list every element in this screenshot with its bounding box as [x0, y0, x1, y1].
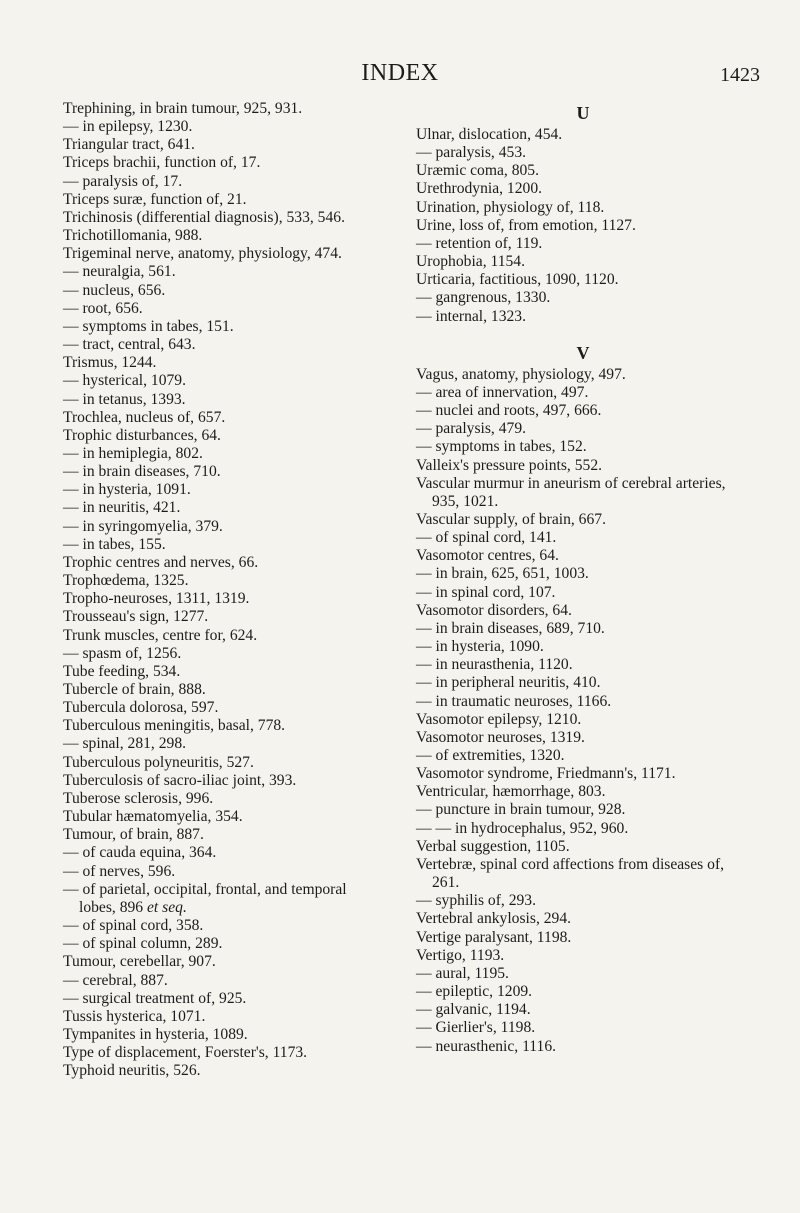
index-entry: [416, 801, 750, 819]
index-entry-text: — in syringomyelia, 379.: [63, 517, 223, 535]
index-entry-text: — neuralgia, 561.: [63, 263, 176, 281]
index-entry-text: — of spinal cord, 358.: [63, 917, 204, 935]
index-entry-text: Tubercle of brain, 888.: [63, 681, 206, 698]
index-entry-text: Vertigo, 1193.: [416, 946, 505, 964]
index-entry-text: Type of displacement, Foerster's, 1173.: [63, 1044, 308, 1062]
index-entry-text: — of parietal, occipital, frontal, and temporal lobes, 896: [63, 880, 347, 916]
index-entry: [416, 929, 750, 947]
index-entry-text: Ulnar, dislocation, 454.: [416, 126, 563, 143]
index-entry: [63, 518, 387, 536]
index-entry: [416, 565, 750, 583]
index-entry-text: — in brain, 625, 651, 1003.: [416, 565, 589, 583]
index-entry: [63, 972, 387, 990]
index-entry-text: — hysterical, 1079.: [63, 372, 186, 390]
index-entry: [416, 638, 750, 656]
index-entry: [416, 217, 750, 235]
index-entry-text: Trichinosis (differential diagnosis), 533, 546.: [63, 208, 345, 226]
index-title: INDEX: [361, 60, 439, 86]
index-entry-text: — in traumatic neuroses, 1166.: [416, 692, 612, 710]
index-entry-text: — symptoms in tabes, 152.: [416, 438, 587, 456]
index-entry-text: — galvanic, 1194.: [416, 1001, 531, 1019]
index-entry-text: — of cauda equina, 364.: [63, 844, 217, 862]
index-entry: [63, 772, 387, 790]
index-entry-text: — in hysteria, 1090.: [416, 638, 544, 656]
index-entry-text: Vasomotor epilepsy, 1210.: [416, 710, 582, 728]
index-entry: [416, 947, 750, 965]
index-entry-text: Urophobia, 1154.: [416, 253, 525, 271]
index-entry-text: Trousseau's sign, 1277.: [63, 608, 209, 626]
index-entry-text: — of spinal cord, 141.: [416, 529, 557, 547]
index-entry-italic: et seq.: [143, 898, 187, 916]
index-entry: [416, 983, 750, 1001]
index-entry: [63, 590, 387, 608]
index-entry: [416, 711, 750, 729]
index-entry: [63, 499, 387, 517]
index-entry-text: — surgical treatment of, 925.: [63, 989, 247, 1007]
index-entry: [416, 1019, 750, 1037]
index-entry-text: Trephining, in brain tumour, 925, 931.: [63, 100, 303, 117]
index-entry: [416, 965, 750, 983]
index-entry: [416, 511, 750, 529]
index-entry-text: Uræmic coma, 805.: [416, 162, 539, 180]
index-entry: [416, 892, 750, 910]
index-entry: [416, 438, 750, 456]
index-entry-text: — nucleus, 656.: [63, 281, 166, 299]
index-entry-text: Vertige paralysant, 1198.: [416, 928, 572, 946]
index-entry-text: Tuberculosis of sacro-iliac joint, 393.: [63, 771, 297, 789]
index-entry-text: — in neuritis, 421.: [63, 499, 181, 517]
index-entry-text: — in brain diseases, 689, 710.: [416, 619, 605, 637]
letter-heading-u: U: [576, 103, 590, 123]
index-entry-text: Tubercula dolorosa, 597.: [63, 699, 219, 717]
u-entries: [416, 126, 750, 326]
index-entry-text: Vascular supply, of brain, 667.: [416, 510, 606, 528]
index-entry: [416, 1038, 750, 1056]
index-entry-text: Trigeminal nerve, anatomy, physiology, 474.: [63, 245, 342, 263]
index-entry-text: — cerebral, 887.: [63, 971, 168, 989]
index-entry: [63, 536, 387, 554]
index-entry-text: — paralysis, 479.: [416, 420, 527, 438]
index-entry-text: Verbal suggestion, 1105.: [416, 837, 570, 855]
index-entry: [63, 735, 387, 753]
index-entry: [63, 318, 387, 336]
index-entry-text: Tumour, of brain, 887.: [63, 826, 204, 844]
index-entry: [63, 354, 387, 372]
index-entry-text: Vascular murmur in aneurism of cerebral arteries, 935, 1021.: [416, 474, 726, 510]
index-entry-text: — spinal, 281, 298.: [63, 735, 187, 753]
index-entry-text: — paralysis of, 17.: [63, 172, 183, 190]
index-entry: [416, 366, 750, 384]
index-entry: [416, 584, 750, 602]
index-entry-text: Valleix's pressure points, 552.: [416, 456, 603, 474]
index-entry: [416, 783, 750, 801]
v-entries: [416, 366, 750, 1056]
index-entry-text: Vertebral ankylosis, 294.: [416, 910, 572, 928]
index-entry-text: — gangrenous, 1330.: [416, 289, 551, 307]
index-entry: [63, 881, 387, 917]
index-entry: [63, 263, 387, 281]
index-entry: [416, 765, 750, 783]
index-entry: [63, 191, 387, 209]
index-entry: [63, 1026, 387, 1044]
index-entry: [63, 463, 387, 481]
index-entry: [63, 627, 387, 645]
index-entry: [416, 838, 750, 856]
index-entry: [63, 754, 387, 772]
index-entry-text: — tract, central, 643.: [63, 336, 196, 354]
index-entry-text: — of spinal column, 289.: [63, 935, 223, 953]
page-number: 1423: [720, 64, 760, 86]
index-entry-text: Trismus, 1244.: [63, 354, 157, 372]
index-entry: [63, 935, 387, 953]
index-entry: [63, 826, 387, 844]
index-entry: [416, 126, 750, 144]
index-entry: [63, 1008, 387, 1026]
index-entry: [416, 620, 750, 638]
index-entry: [63, 790, 387, 808]
index-entry: [416, 856, 750, 892]
index-entry-text: — in tetanus, 1393.: [63, 390, 186, 408]
index-entry: [416, 457, 750, 475]
index-entry: [416, 693, 750, 711]
index-entry-text: Tuberculous polyneuritis, 527.: [63, 753, 254, 771]
index-entry-text: — retention of, 119.: [416, 234, 543, 252]
index-entry: [63, 100, 387, 118]
index-entry: [63, 391, 387, 409]
index-entry-text: — syphilis of, 293.: [416, 892, 536, 910]
index-entry: [63, 990, 387, 1008]
index-entry: [63, 336, 387, 354]
index-entry: [416, 602, 750, 620]
index-entry-text: — in spinal cord, 107.: [416, 583, 556, 601]
index-entry: [416, 180, 750, 198]
index-entry-text: Vasomotor neuroses, 1319.: [416, 728, 585, 746]
index-entry: [416, 656, 750, 674]
index-entry-text: Vasomotor syndrome, Friedmann's, 1171.: [416, 765, 676, 783]
index-entry-text: — of extremities, 1320.: [416, 747, 565, 764]
index-entry-text: Vasomotor centres, 64.: [416, 547, 559, 565]
index-entry-text: — symptoms in tabes, 151.: [63, 317, 234, 335]
index-entry-text: — in hysteria, 1091.: [63, 481, 191, 499]
index-entry-text: — aural, 1195.: [416, 964, 509, 982]
index-entry: [416, 674, 750, 692]
index-entry-text: — internal, 1323.: [416, 307, 527, 325]
index-entry: [63, 136, 387, 154]
index-entry-text: Trophic disturbances, 64.: [63, 426, 221, 444]
index-entry: [63, 245, 387, 263]
index-entry-text: — epileptic, 1209.: [416, 983, 533, 1001]
index-entry: [416, 162, 750, 180]
index-entry-text: — puncture in brain tumour, 928.: [416, 801, 626, 819]
index-entry: [416, 289, 750, 307]
index-entry-text: — root, 656.: [63, 299, 143, 317]
index-entry-text: Vasomotor disorders, 64.: [416, 601, 572, 619]
index-entry: [416, 910, 750, 928]
index-entry: [416, 271, 750, 289]
index-entry-text: Tube feeding, 534.: [63, 662, 181, 680]
index-entry-text: Tubular hæmatomyelia, 354.: [63, 808, 243, 826]
index-entry-text: — area of innervation, 497.: [416, 383, 589, 401]
index-entry: [63, 1062, 387, 1080]
index-entry: [63, 554, 387, 572]
index-entry: [416, 235, 750, 253]
index-entry-text: Urticaria, factitious, 1090, 1120.: [416, 271, 619, 289]
letter-heading-v: V: [576, 342, 590, 363]
index-entry: [63, 663, 387, 681]
index-entry: [63, 608, 387, 626]
index-entry-text: Urethrodynia, 1200.: [416, 180, 543, 198]
index-entry-text: Trunk muscles, centre for, 624.: [63, 626, 258, 644]
index-entry: [63, 118, 387, 136]
index-entry-text: Tussis hysterica, 1071.: [63, 1007, 206, 1025]
index-entry: [416, 402, 750, 420]
index-entry-text: Typhoid neuritis, 526.: [63, 1062, 201, 1080]
index-entry-text: Tuberose sclerosis, 996.: [63, 789, 214, 807]
index-entry-text: — nuclei and roots, 497, 666.: [416, 402, 602, 420]
index-entry: [63, 808, 387, 826]
index-entry-text: — in peripheral neuritis, 410.: [416, 674, 601, 692]
index-entry: [416, 144, 750, 162]
index-entry-text: — neurasthenic, 1116.: [416, 1037, 557, 1055]
index-entry: [63, 572, 387, 590]
index-entry-text: — of nerves, 596.: [63, 862, 176, 880]
index-entry: [63, 372, 387, 390]
index-entry: [416, 308, 750, 326]
index-entry-text: Tuberculous meningitis, basal, 778.: [63, 717, 286, 735]
index-entry-text: — in hemiplegia, 802.: [63, 444, 203, 462]
index-entry: [63, 227, 387, 245]
index-entry: [63, 953, 387, 971]
index-entry-text: Urine, loss of, from emotion, 1127.: [416, 216, 636, 234]
index-entry-text: Triceps brachii, function of, 17.: [63, 154, 261, 172]
index-entry-text: — spasm of, 1256.: [63, 644, 182, 662]
index-entry: [416, 729, 750, 747]
index-entry-text: — in neurasthenia, 1120.: [416, 656, 573, 674]
index-entry-text: Trichotillomania, 988.: [63, 227, 203, 245]
index-entry: [416, 475, 750, 511]
index-entry-text: — paralysis, 453.: [416, 144, 527, 162]
index-entry: [63, 844, 387, 862]
index-entry-text: — in brain diseases, 710.: [63, 463, 221, 481]
index-entry: [416, 420, 750, 438]
index-entry-text: — in tabes, 155.: [63, 535, 166, 553]
index-entry: [63, 427, 387, 445]
index-entry: [63, 645, 387, 663]
index-entry-text: Trophœdema, 1325.: [63, 572, 189, 590]
index-entry: [63, 154, 387, 172]
index-entry: [416, 199, 750, 217]
index-entry-text: Urination, physiology of, 118.: [416, 198, 605, 216]
index-entry: [416, 253, 750, 271]
index-entry-text: — in epilepsy, 1230.: [63, 118, 193, 136]
index-entry: [63, 173, 387, 191]
index-entry-text: Vagus, anatomy, physiology, 497.: [416, 365, 626, 383]
index-entry: [416, 384, 750, 402]
index-entry: [63, 917, 387, 935]
index-entry: [416, 547, 750, 565]
index-entry-text: Ventricular, hæmorrhage, 803.: [416, 783, 606, 801]
index-entry: [63, 300, 387, 318]
index-entry: [63, 863, 387, 881]
index-entry-text: Vertebræ, spinal cord affections from diseases of, 261.: [416, 855, 725, 892]
index-entry: [416, 747, 750, 765]
index-entry-text: Trophic centres and nerves, 66.: [63, 553, 259, 571]
index-entry-text: Triangular tract, 641.: [63, 136, 195, 154]
index-entry: [63, 445, 387, 463]
index-entry: [63, 481, 387, 499]
right-column: [416, 100, 750, 1056]
index-entry-text: Tropho-neuroses, 1311, 1319.: [63, 590, 250, 608]
index-entry: [63, 209, 387, 227]
left-column: [63, 100, 387, 1080]
index-entry-text: Tympanites in hysteria, 1089.: [63, 1025, 248, 1043]
index-entry: [63, 717, 387, 735]
index-entry: [416, 529, 750, 547]
index-entry: [63, 282, 387, 300]
index-entry: [63, 1044, 387, 1062]
index-entry: [63, 409, 387, 427]
index-entry-text: Triceps suræ, function of, 21.: [63, 190, 247, 208]
index-entry: [63, 681, 387, 699]
index-entry: [416, 820, 750, 838]
index-entry: [416, 1001, 750, 1019]
index-entry-text: Tumour, cerebellar, 907.: [63, 953, 216, 971]
index-entry-text: Trochlea, nucleus of, 657.: [63, 408, 226, 426]
index-entry-text: — Gierlier's, 1198.: [416, 1019, 536, 1037]
index-entry: [63, 699, 387, 717]
index-entry-text: — — in hydrocephalus, 952, 960.: [416, 819, 629, 837]
